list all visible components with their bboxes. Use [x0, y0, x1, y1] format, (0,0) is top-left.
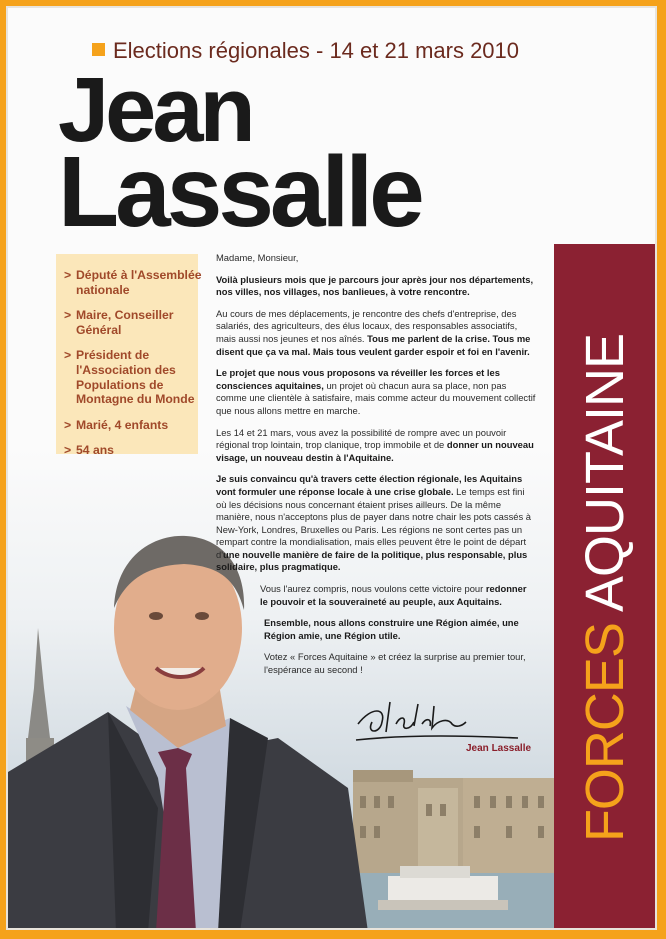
letter-paragraph-4: Les 14 et 21 mars, vous avez la possibilité de rompre avec un pouvoir régional trop lointain, trop clanique, trop immobile et de donner un nouveau visage, un nouveau destin à l'Aquitaine. [216, 426, 534, 463]
chevron-right-icon: > [64, 417, 72, 432]
chevron-right-icon: > [64, 443, 72, 458]
letter-paragraph-5: Je suis convaincu qu'à travers cette élection régionale, les Aquitains vont formuler une réponse locale à une crise globale. Le temps est fini où les décisions nous concernant étaient prises ailleurs. De la même manière, nous n'acceptons plus de payer dans notre chair les pots cassés à New-York, Londres, Bruxelles ou Paris. Les régions ne sont certes pas un rempart contre la mondialisation, mais elles peuvent être le point de départ d'une nouvelle manière de faire de la politique, plus responsable, plus solidaire, plus pragmatique. [216, 473, 531, 573]
letter-body [216, 252, 536, 686]
candidate-last-name: Lassalle [58, 136, 421, 248]
bio-item-text: Député à l'Assemblée nationale [76, 268, 202, 297]
candidate-first-name: Jean [58, 59, 252, 161]
election-text: Elections régionales - 14 et 21 mars 2010 [113, 38, 520, 63]
brand-word-forces: FORCES [575, 623, 635, 843]
chevron-right-icon: > [64, 268, 72, 282]
chevron-right-icon: > [64, 348, 72, 363]
bio-item-text: Président de l'Association des Populations de Montagne du Monde [76, 348, 195, 407]
bio-list [64, 268, 204, 469]
signature-name: Jean Lassalle [466, 743, 532, 754]
flyer-page [6, 6, 657, 930]
bio-item [64, 443, 204, 458]
orange-square-icon [92, 43, 105, 56]
bio-item [64, 308, 204, 337]
letter-salutation: Madame, Monsieur, [216, 252, 299, 263]
bio-item [64, 418, 204, 433]
bio-item-text: Marié, 4 enfants [76, 417, 169, 432]
bio-item-text: Maire, Conseiller Général [76, 308, 174, 337]
letter-paragraph-1: Voilà plusieurs mois que je parcours jour après jour nos départements, nos villes, nos villages, nos banlieues, à votre rencontre. [216, 273, 534, 298]
bio-item [64, 268, 204, 297]
bio-item [64, 348, 204, 406]
letter-paragraph-7: Ensemble, nous allons construire une Région aimée, une Région amie, une Région utile. [264, 617, 519, 641]
letter-paragraph-6: Vous l'aurez compris, nous voulons cette victoire pour redonner le pouvoir et la souveraineté au peuple, aux Aquitains. [260, 583, 527, 607]
letter-paragraph-2: Au cours de mes déplacements, je rencontre des chefs d'entreprise, des salariés, des agriculteurs, des élus locaux, des responsables associatifs, mais aussi nos jeunes et nos aînés. Tous me parlent de la crise. Tous me disent que ça va mal. Mais tous veulent garder espoir et foi en l'avenir. [216, 307, 531, 357]
signature [352, 694, 522, 746]
chevron-right-icon: > [64, 308, 72, 323]
letter-paragraph-3: Le projet que nous vous proposons va réveiller les forces et les consciences aquitaines, un projet où chacun aura sa place, non pas comme une clientèle à satisfaire, mais comme acteur du mouvement collectif que nous allons mettre en marche. [216, 367, 536, 416]
brand-word-aquitaine: AQUITAINE [575, 333, 635, 612]
letter-paragraph-8: Votez « Forces Aquitaine » et créez la surprise au premier tour, l'espérance au second ! [264, 651, 526, 676]
bio-item-text: 54 ans [76, 443, 114, 458]
brand-logo [575, 333, 635, 843]
